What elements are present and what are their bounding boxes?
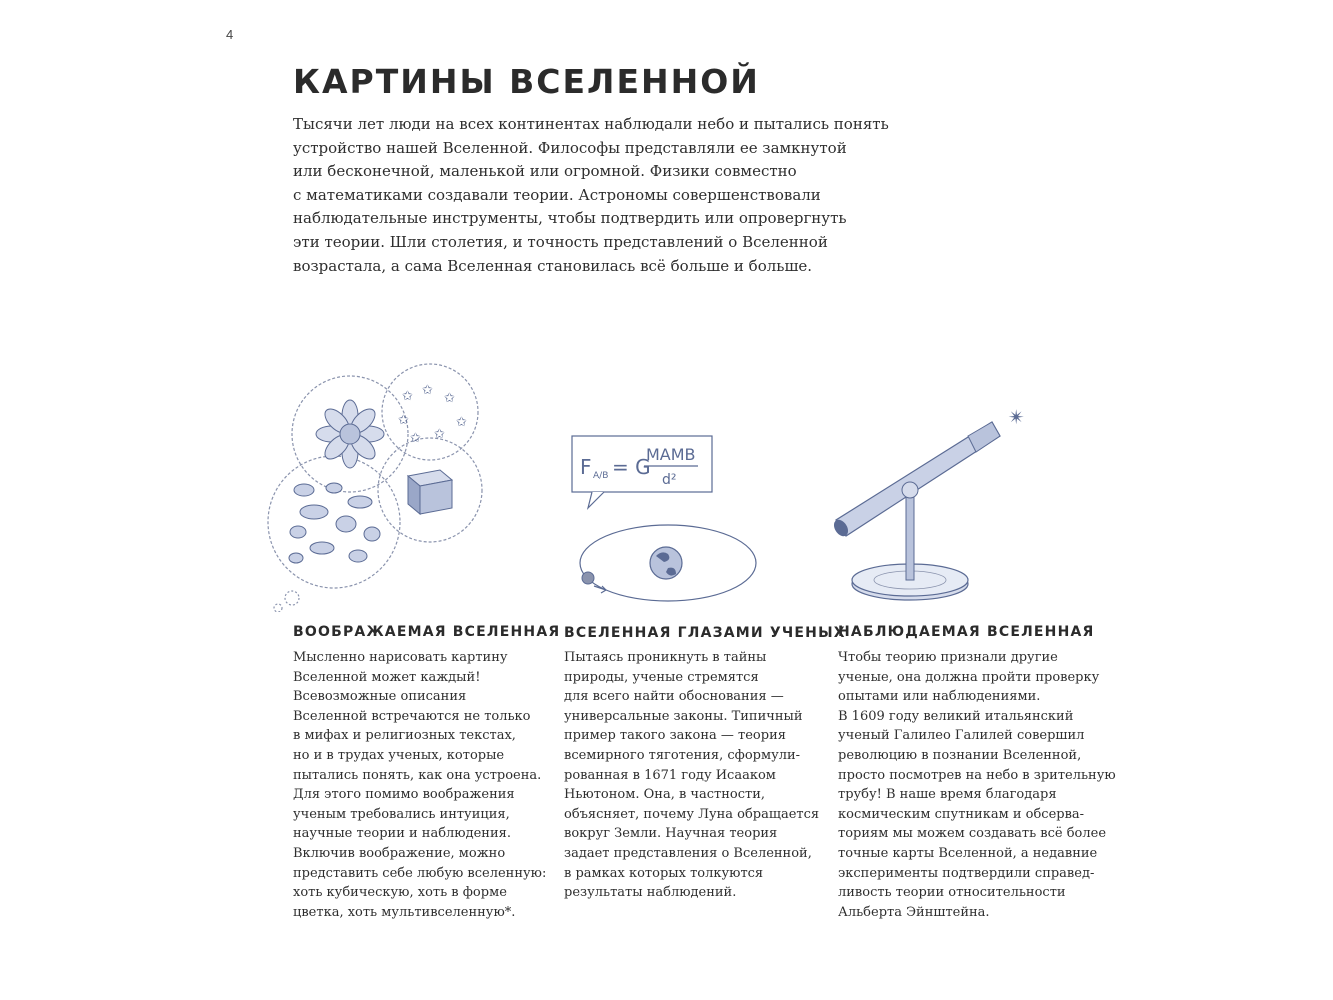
star-icon: ✴: [1008, 405, 1025, 429]
column-text-observed: Чтобы теорию признали другие ученые, она должна пройти проверку опытами или наблюдениями. В 1609 году великий итальянский ученый Галилео Галилей совершил революцию в познании Вселенной, просто посмотрев на небо в зрительную трубу! В наше время благодаря космическим спутникам и обсерва- ториям мы можем создавать всё более точные карты Вселенной, а недавние эксперименты подтвердили справед- ливость теории относительности Альберта Эйнштейна.: [838, 650, 1116, 920]
column-heading-imagined: ВООБРАЖАЕМАЯ ВСЕЛЕННАЯ: [293, 624, 561, 640]
page-title: КАРТИНЫ ВСЕЛЕННОЙ: [293, 62, 760, 101]
intro-line: наблюдательные инструменты, чтобы подтвердить или опровергнуть: [293, 209, 847, 228]
formula-force: F: [580, 455, 592, 479]
svg-text:✩: ✩: [410, 431, 421, 446]
svg-text:✩: ✩: [398, 413, 409, 428]
earth-icon: [650, 547, 682, 579]
svg-text:✩: ✩: [422, 383, 433, 398]
intro-line: возрастала, а сама Вселенная становилась всё больше и больше.: [293, 256, 813, 275]
formula-constant: = G: [612, 455, 651, 479]
svg-text:✩: ✩: [402, 389, 413, 404]
column-heading-scientists: ВСЕЛЕННАЯ ГЛАЗАМИ УЧЕНЫХ: [564, 625, 846, 641]
formula-force-subscript: A/B: [593, 471, 609, 481]
telescope-icon: [828, 396, 1048, 610]
thought-bubbles-icon: [262, 362, 517, 612]
formula-numerator: MAMB: [646, 445, 696, 464]
intro-paragraph: [293, 113, 893, 278]
page-number: 4: [226, 27, 234, 42]
column-text-imagined: Мысленно нарисовать картину Вселенной может каждый! Всевозможные описания Вселенной встречаются не только в мифах и религиозных текстах, но и в трудах ученых, которые пытались понять, как она устроена. Для этого помимо воображения ученым требовались интуиция, научные теории и наблюдения. Включив воображение, можно представить себе любую вселенную: хоть кубическую, хоть в форме цветка, хоть мультивселенную*.: [293, 650, 547, 920]
column-text-scientists: Пытаясь проникнуть в тайны природы, ученые стремятся для всего найти обоснования — универсальные законы. Типичный пример такого закона — теория всемирного тяготения, сформули- рованная в 1671 году Исааком Ньютоном. Она, в частности, объясняет, почему Луна обращается вокруг Земли. Научная теория задает представления о Вселенной, в рамках которых толкуются результаты наблюдений.: [564, 650, 820, 901]
gravity-formula-orbit-icon: [568, 428, 768, 608]
svg-text:✩: ✩: [434, 427, 445, 442]
intro-line: устройство нашей Вселенной. Философы представляли ее замкнутой: [293, 138, 847, 157]
column-heading-observed: НАБЛЮДАЕМАЯ ВСЕЛЕННАЯ: [838, 624, 1095, 640]
intro-line: или бесконечной, маленькой или огромной. Физики совместно: [293, 162, 797, 181]
moon-icon: [582, 572, 594, 584]
intro-line: с математиками создавали теории. Астрономы совершенствовали: [293, 185, 821, 204]
intro-line: эти теории. Шли столетия, и точность представлений о Вселенной: [293, 232, 828, 251]
formula-denominator: d²: [662, 472, 677, 488]
svg-text:✩: ✩: [444, 391, 455, 406]
svg-text:✩: ✩: [456, 415, 467, 430]
intro-line: Тысячи лет люди на всех континентах наблюдали небо и пытались понять: [293, 115, 889, 133]
